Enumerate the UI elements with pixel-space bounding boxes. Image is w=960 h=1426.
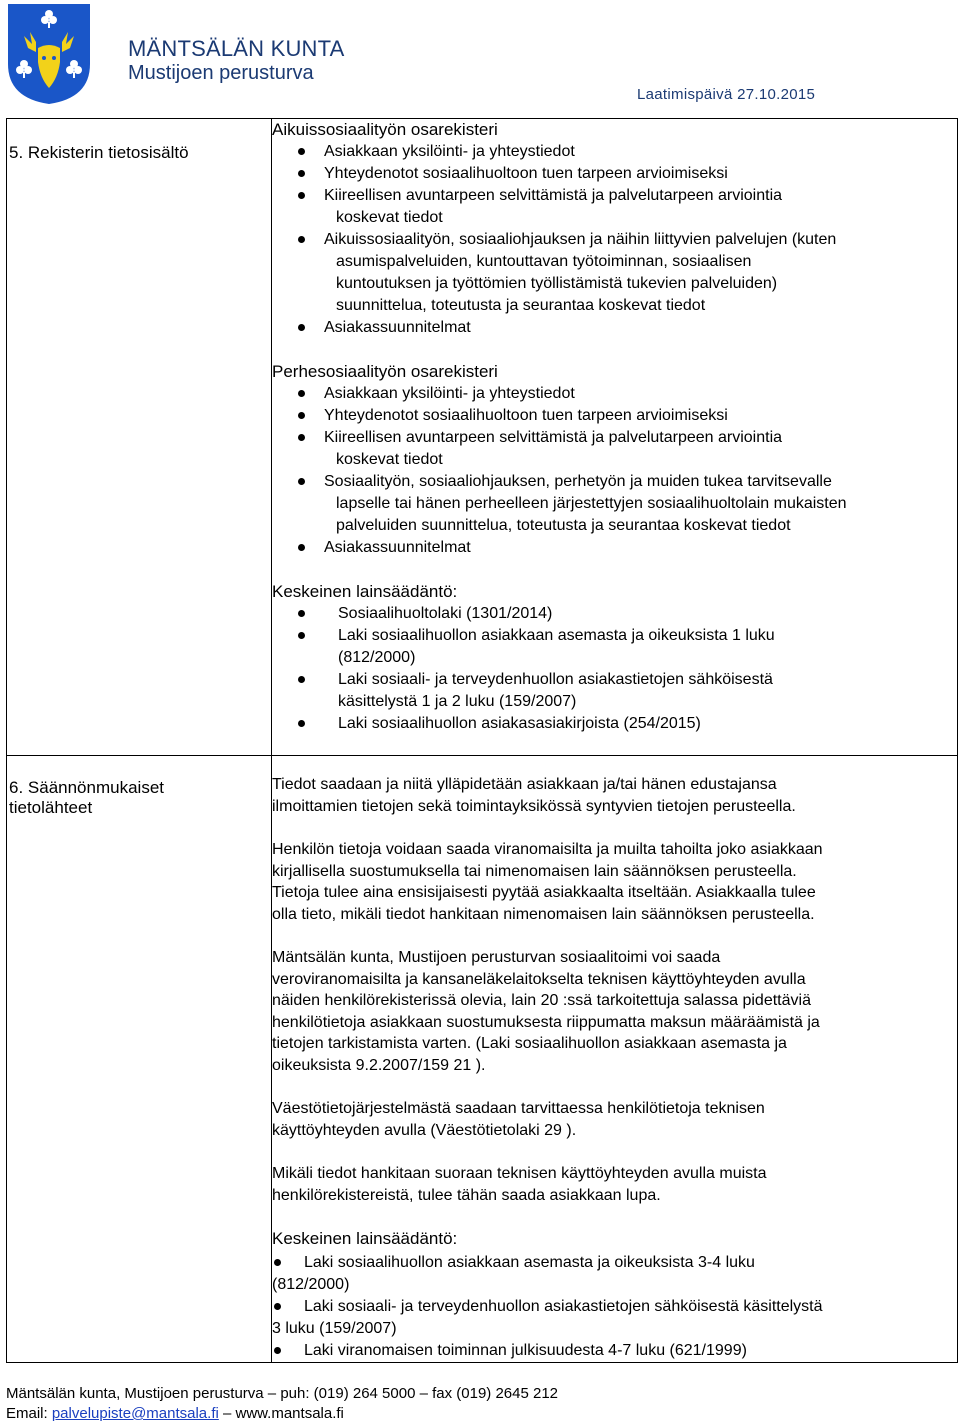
register-description-table (6, 118, 958, 1363)
paragraph: Mäntsälän kunta, Mustijoen perusturvan sosiaalitoimi voi saada veroviranomaisilta ja kansaneläkelaitokselta teknisen käyttöyhteyden avulla näiden henkilörekisterissä olevia, lain 20 :ssä tarkoitettuja salassa pidettäviä henkilötietoja asiakkaan suostumuksesta riippumatta maksun määräämistä ja tietojen tarkistamista varten. (Laki sosiaalihuollon asiakkaan asemasta ja oikeuksista 9.2.2007/159 21 ). (272, 949, 820, 1074)
paragraph: Mikäli tiedot hankitaan suoraan teknisen käyttöyhteyden avulla muista henkilörekistereistä, tulee tähän saada asiakkaan lupa. (272, 1165, 767, 1204)
footer-contact-line: Mäntsälän kunta, Mustijoen perusturva – puh: (019) 264 5000 – fax (019) 2645 212 (6, 1385, 559, 1402)
list-item: Laki sosiaali- ja terveydenhuollon asiakastietojen sähköisestä käsittelystä 1 ja 2 luku (159/2007) (272, 669, 957, 713)
footer-web-line: Email: palvelupiste@mantsala.fi – www.mantsala.fi (6, 1405, 344, 1422)
paragraph: Henkilön tietoja voidaan saada viranomaisilta ja muilta tahoilta joko asiakkaan kirjallisella suostumuksella tai nimenomaisen lain säännöksen perusteella. Tietoja tulee aina ensisijaisesti pyytää asiakkaalta itseltään. Asiakkaalla tulee olla tieto, mikäli tiedot hankitaan nimenomaisen lain säännöksen perusteella. (272, 841, 823, 923)
section-5-row (7, 119, 958, 756)
list-item: Laki viranomaisen toiminnan julkisuudesta 4-7 luku (621/1999) (272, 1340, 957, 1362)
legislation-heading: Keskeinen lainsäädäntö: (272, 1229, 458, 1248)
org-name: MÄNTSÄLÄN KUNTA (128, 36, 345, 61)
section-6-title: 6. Säännönmukaiset tietolähteet (9, 778, 164, 817)
list-item: Yhteydenotot sosiaalihuoltoon tuen tarpeen arvioimiseksi (272, 405, 957, 427)
list-item: Kiireellisen avuntarpeen selvittämistä ja palvelutarpeen arviointia koskevat tiedot (272, 185, 957, 229)
page-header (0, 0, 960, 112)
email-link[interactable]: palvelupiste@mantsala.fi (51, 1405, 219, 1422)
paragraph: Väestötietojärjestelmästä saadaan tarvittaessa henkilötietoja teknisen käyttöyhteyden avulla (Väestötietolaki 29 ). (272, 1100, 765, 1139)
list-item: Asiakassuunnitelmat (272, 537, 957, 559)
paragraph: Tiedot saadaan ja niitä ylläpidetään asiakkaan ja/tai hänen edustajansa ilmoittamien tietojen sekä toimintayksikössä syntyvien tietojen perusteella. (272, 776, 796, 815)
website-text: – www.mantsala.fi (218, 1405, 344, 1422)
list-item: Laki sosiaali- ja terveydenhuollon asiakastietojen sähköisestä käsittelystä 3 luku (159/2007) (272, 1296, 957, 1340)
list-item: Sosiaalityön, sosiaaliohjauksen, perhetyön ja muiden tukea tarvitsevalle lapselle tai hänen perheelleen järjestettyjen sosiaalihuoltolain mukaisten palveluiden suunnittelua, toteutusta ja seurantaa koskevat tiedot (272, 471, 957, 537)
list-item: Laki sosiaalihuollon asiakasasiakirjoista (254/2015) (272, 713, 957, 735)
list-item: Laki sosiaalihuollon asiakkaan asemasta ja oikeuksista 1 luku (812/2000) (272, 625, 957, 669)
list-item: Aikuissosiaalityön, sosiaaliohjauksen ja näihin liittyvien palvelujen (kuten asumispalveluiden, kuntouttavan työtoiminnan, sosiaalisen kuntoutuksen ja työttömien työllistämistä tukevien palveluiden) suunnittelua, toteutusta ja seurantaa koskevat tiedot (272, 229, 957, 317)
section-6-content-cell (272, 756, 958, 1363)
section-6-label-cell (7, 756, 272, 1363)
list-item: Sosiaalihuoltolaki (1301/2014) (272, 603, 957, 625)
list-item: Yhteydenotot sosiaalihuoltoon tuen tarpeen arvioimiseksi (272, 163, 957, 185)
section-5-content-cell (272, 119, 958, 756)
legislation-list (272, 603, 957, 735)
family-register-list (272, 383, 957, 559)
page-footer (6, 1384, 558, 1424)
legislation-heading: Keskeinen lainsäädäntö: (272, 582, 458, 601)
section-6-row (7, 756, 958, 1363)
list-item: Kiireellisen avuntarpeen selvittämistä ja palvelutarpeen arviointia koskevat tiedot (272, 427, 957, 471)
municipal-crest-logo (6, 2, 92, 106)
org-unit: Mustijoen perusturva (128, 62, 314, 84)
adult-register-list (272, 141, 957, 339)
family-register-heading: Perhesosiaalityön osarekisteri (272, 362, 498, 381)
legislation-list (272, 1252, 957, 1362)
section-5-title: 5. Rekisterin tietosisältö (9, 143, 189, 162)
section-5-label-cell (7, 119, 272, 756)
document-date: Laatimispäivä 27.10.2015 (637, 86, 816, 103)
list-item: Laki sosiaalihuollon asiakkaan asemasta ja oikeuksista 3-4 luku (812/2000) (272, 1252, 957, 1296)
list-item: Asiakassuunnitelmat (272, 317, 957, 339)
list-item: Asiakkaan yksilöinti- ja yhteystiedot (272, 383, 957, 405)
adult-register-heading: Aikuissosiaalityön osarekisteri (272, 120, 498, 139)
list-item: Asiakkaan yksilöinti- ja yhteystiedot (272, 141, 957, 163)
